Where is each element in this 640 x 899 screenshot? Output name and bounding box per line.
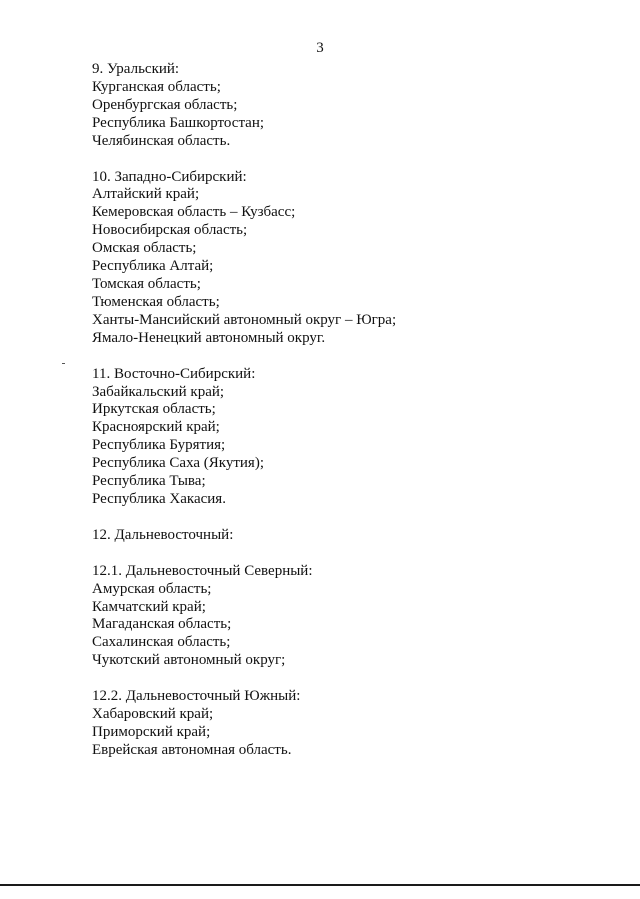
list-item: Республика Алтай; [92,258,214,275]
list-item: Еврейская автономная область. [92,741,292,758]
list-item: Республика Саха (Якутия); [92,455,264,472]
list-item: Республика Хакасия. [92,490,226,507]
section-heading: 12. Дальневосточный: [92,526,234,543]
section-far-eastern [92,527,612,545]
page-number: 3 [316,40,324,56]
list-item: Курганская область; [92,78,221,95]
section-far-eastern-south [92,688,612,760]
list-item: Оренбургская область; [92,96,238,113]
list-item: Приморский край; [92,724,211,740]
document-body [92,61,612,760]
list-item: Чукотский автономный округ; [92,652,286,669]
list-item: Тюменская область; [92,293,220,310]
list-item: Омская область; [92,240,197,257]
list-item: Ямало-Ненецкий автономный округ. [92,329,326,346]
section-heading: 10. Западно-Сибирский: [92,168,247,185]
list-item: Республика Тыва; [92,473,206,490]
list-item: Сахалинская область; [92,634,231,651]
section-heading: 11. Восточно-Сибирский: [92,365,256,382]
scan-edge-line [0,884,640,886]
list-item: Иркутская область; [92,401,216,418]
list-item: Челябинская область. [92,132,231,149]
list-item: Новосибирская область; [92,222,248,239]
section-far-eastern-north [92,563,612,670]
list-item: Ханты-Мансийский автономный округ – Югра; [92,311,397,328]
list-item: Магаданская область; [92,616,232,633]
list-item: Республика Башкортостан; [92,114,265,131]
section-east-siberian [92,366,612,509]
list-item: Томская область; [92,275,201,292]
list-item: Алтайский край; [92,186,200,203]
list-item: Республика Бурятия; [92,437,226,454]
section-heading: 12.1. Дальневосточный Северный: [92,562,313,579]
list-item: Камчатский край; [92,598,206,615]
section-urals [92,61,612,151]
scan-speck [62,363,65,364]
list-item: Амурская область; [92,580,212,597]
list-item: Красноярский край; [92,419,220,436]
list-item: Забайкальский край; [92,383,225,400]
section-west-siberian [92,169,612,348]
section-heading: 12.2. Дальневосточный Южный: [92,688,301,705]
list-item: Кемеровская область – Кузбасс; [92,204,296,221]
section-heading: 9. Уральский: [92,61,180,77]
list-item: Хабаровский край; [92,706,214,723]
